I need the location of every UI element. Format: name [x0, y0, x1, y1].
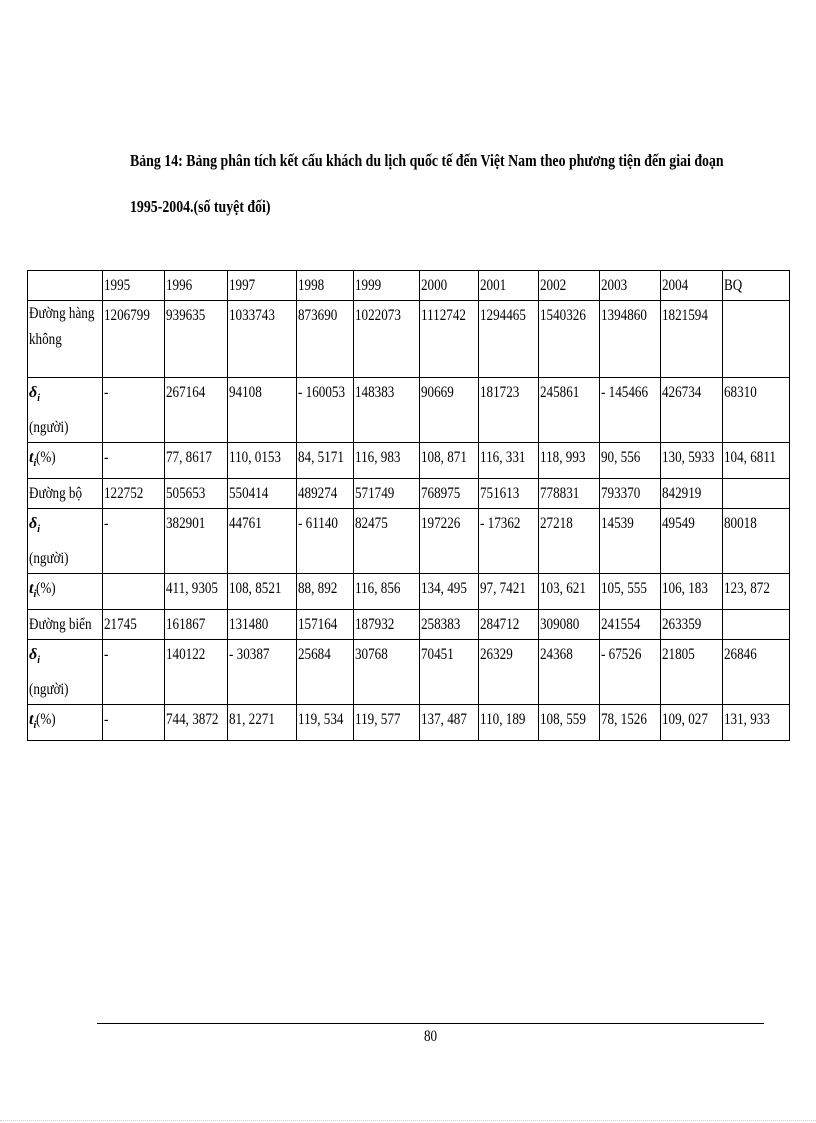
- table-cell: 77, 8617: [165, 443, 228, 479]
- table-cell: 426734: [661, 378, 723, 443]
- table-row: [28, 443, 790, 479]
- table-cell: 116, 331: [479, 443, 539, 479]
- table-cell: 1206799: [103, 301, 165, 378]
- row-label-delta: $\delta_i$ (người): [28, 509, 103, 574]
- table-cell: - 67526: [600, 640, 661, 705]
- table-cell: 571749: [354, 479, 420, 509]
- header-row: [28, 271, 790, 301]
- row-label-t: $t_i(\%)$: [28, 443, 103, 479]
- table-cell: - 61140: [297, 509, 354, 574]
- table-cell: 140122: [165, 640, 228, 705]
- table-cell: - 17362: [479, 509, 539, 574]
- table-cell: 82475: [354, 509, 420, 574]
- table-cell: 1022073: [354, 301, 420, 378]
- table-cell: 106, 183: [661, 574, 723, 610]
- header-cell: 2000: [420, 271, 479, 301]
- table-row: [28, 479, 790, 509]
- table-cell: 1112742: [420, 301, 479, 378]
- table-cell: 157164: [297, 610, 354, 640]
- table-row: [28, 509, 790, 574]
- row-label-t: $t_i(\%)$: [28, 705, 103, 741]
- table-cell: 108, 559: [539, 705, 600, 741]
- table-cell: 97, 7421: [479, 574, 539, 610]
- table-cell: 119, 534: [297, 705, 354, 741]
- table-cell: 88, 892: [297, 574, 354, 610]
- table-row: [28, 640, 790, 705]
- table-cell: 21745: [103, 610, 165, 640]
- tourist-transport-table: [27, 270, 790, 741]
- table-caption: [130, 138, 724, 230]
- table-cell: 550414: [228, 479, 297, 509]
- table-cell: 1540326: [539, 301, 600, 378]
- table-cell: 131480: [228, 610, 297, 640]
- table-cell: - 160053: [297, 378, 354, 443]
- row-label-air: Đường hàng không: [28, 301, 103, 378]
- table-cell: [723, 479, 790, 509]
- table-cell: 241554: [600, 610, 661, 640]
- table-cell: 118, 993: [539, 443, 600, 479]
- row-label-sea: Đường biển: [28, 610, 103, 640]
- table-cell: 123, 872: [723, 574, 790, 610]
- table-cell: 90, 556: [600, 443, 661, 479]
- table-caption-line-2: 1995-2004.(số tuyệt đối): [130, 197, 271, 216]
- table-cell: 80018: [723, 509, 790, 574]
- header-cell: 2004: [661, 271, 723, 301]
- header-cell: 1999: [354, 271, 420, 301]
- header-cell: BQ: [723, 271, 790, 301]
- row-label-road: Đường bộ: [28, 479, 103, 509]
- table-cell: 1394860: [600, 301, 661, 378]
- table-cell: 21805: [661, 640, 723, 705]
- table-cell: 108, 871: [420, 443, 479, 479]
- header-cell: 2003: [600, 271, 661, 301]
- table-cell: 94108: [228, 378, 297, 443]
- table-cell: [103, 574, 165, 610]
- table-cell: 26329: [479, 640, 539, 705]
- table-cell: - 145466: [600, 378, 661, 443]
- table-cell: 105, 555: [600, 574, 661, 610]
- table-cell: 70451: [420, 640, 479, 705]
- table-cell: 137, 487: [420, 705, 479, 741]
- table-cell: 90669: [420, 378, 479, 443]
- table-row: [28, 574, 790, 610]
- table-cell: 411, 9305: [165, 574, 228, 610]
- header-cell: 1995: [103, 271, 165, 301]
- table-cell: 489274: [297, 479, 354, 509]
- table-cell: 134, 495: [420, 574, 479, 610]
- table-cell: 382901: [165, 509, 228, 574]
- table-cell: 103, 621: [539, 574, 600, 610]
- table-cell: 104, 6811: [723, 443, 790, 479]
- table-cell: 842919: [661, 479, 723, 509]
- table-cell: 14539: [600, 509, 661, 574]
- table-cell: 187932: [354, 610, 420, 640]
- table-cell: 258383: [420, 610, 479, 640]
- table-cell: 131, 933: [723, 705, 790, 741]
- row-label-t: $t_i(\%)$: [28, 574, 103, 610]
- page-number: 80: [424, 1028, 438, 1045]
- table-cell: 25684: [297, 640, 354, 705]
- table-cell: 939635: [165, 301, 228, 378]
- table-cell: 108, 8521: [228, 574, 297, 610]
- page-bottom-border: [0, 1120, 816, 1121]
- table-cell: 78, 1526: [600, 705, 661, 741]
- table-cell: [723, 301, 790, 378]
- header-cell: 2001: [479, 271, 539, 301]
- header-cell: 1998: [297, 271, 354, 301]
- table-cell: 263359: [661, 610, 723, 640]
- table-cell: 161867: [165, 610, 228, 640]
- table-cell: 267164: [165, 378, 228, 443]
- table-cell: 81, 2271: [228, 705, 297, 741]
- header-cell: 1996: [165, 271, 228, 301]
- table-cell: -: [103, 443, 165, 479]
- table-caption-line-1: Bảng 14: Bảng phân tích kết cấu khách du lịch quốc tế đến Việt Nam theo phương tiện đến giai đoạn: [130, 151, 724, 170]
- table-cell: 84, 5171: [297, 443, 354, 479]
- row-label-delta: $\delta_i$ (người): [28, 640, 103, 705]
- table-row: [28, 301, 790, 378]
- table-cell: 1821594: [661, 301, 723, 378]
- table-cell: 119, 577: [354, 705, 420, 741]
- table-cell: 130, 5933: [661, 443, 723, 479]
- table-cell: 122752: [103, 479, 165, 509]
- table-cell: 1033743: [228, 301, 297, 378]
- header-cell: 2002: [539, 271, 600, 301]
- table-cell: -: [103, 509, 165, 574]
- table-cell: 68310: [723, 378, 790, 443]
- table-cell: 181723: [479, 378, 539, 443]
- table-cell: 49549: [661, 509, 723, 574]
- table-cell: 793370: [600, 479, 661, 509]
- table-cell: [723, 610, 790, 640]
- table-cell: 110, 0153: [228, 443, 297, 479]
- footer-rule: [97, 1023, 764, 1024]
- table-cell: 26846: [723, 640, 790, 705]
- table-cell: 44761: [228, 509, 297, 574]
- table-cell: 1294465: [479, 301, 539, 378]
- table-cell: 110, 189: [479, 705, 539, 741]
- header-cell-empty: [28, 271, 103, 301]
- table-cell: 116, 856: [354, 574, 420, 610]
- table-cell: 116, 983: [354, 443, 420, 479]
- table-cell: 284712: [479, 610, 539, 640]
- table-cell: -: [103, 378, 165, 443]
- table-row: [28, 378, 790, 443]
- table-cell: 768975: [420, 479, 479, 509]
- table-cell: 109, 027: [661, 705, 723, 741]
- table-row: [28, 610, 790, 640]
- table-cell: 751613: [479, 479, 539, 509]
- header-cell: 1997: [228, 271, 297, 301]
- table-cell: 197226: [420, 509, 479, 574]
- table-cell: 309080: [539, 610, 600, 640]
- table-cell: 30768: [354, 640, 420, 705]
- table-cell: -: [103, 640, 165, 705]
- table-cell: -: [103, 705, 165, 741]
- table-cell: 505653: [165, 479, 228, 509]
- table-cell: 873690: [297, 301, 354, 378]
- table-cell: 744, 3872: [165, 705, 228, 741]
- table-cell: - 30387: [228, 640, 297, 705]
- row-label-delta: $\delta_i$ (người): [28, 378, 103, 443]
- table-cell: 148383: [354, 378, 420, 443]
- table-cell: 778831: [539, 479, 600, 509]
- table-row: [28, 705, 790, 741]
- table-cell: 245861: [539, 378, 600, 443]
- table-cell: 24368: [539, 640, 600, 705]
- table-cell: 27218: [539, 509, 600, 574]
